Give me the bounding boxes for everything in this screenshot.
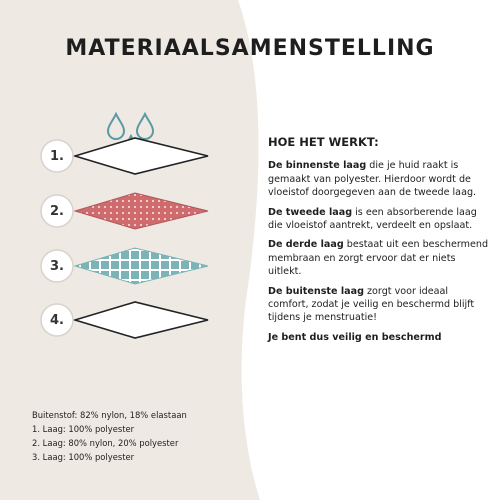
layer-description-1 <box>268 159 490 199</box>
composition-line: 3. Laag: 100% polyester <box>32 452 135 462</box>
page-title: MATERIAALSAMENSTELLING <box>65 36 435 61</box>
layer-number-1: 1. <box>50 148 64 164</box>
droplet-icon <box>108 114 124 139</box>
layer-number-2: 2. <box>50 203 64 219</box>
layer-2-shape <box>75 193 208 229</box>
layer-description-4 <box>268 285 490 325</box>
layer-description-1-text: die je huid raakt is gemaakt van polyester. Hierdoor wordt de vloeistof doorgegeven aan de tweede laag. <box>268 160 477 199</box>
droplet-icon <box>137 114 153 139</box>
layer-description-4-text: zorgt voor ideaal comfort, zodat je veilig en beschermd blijft tijdens je menstruatie! <box>268 285 475 324</box>
how-it-works-heading: HOE HET WERKT: <box>268 135 379 149</box>
layer-description-3 <box>268 238 490 278</box>
safety-statement: Je bent dus veilig en beschermd <box>268 331 442 343</box>
composition-line: 2. Laag: 80% nylon, 20% polyester <box>32 438 179 448</box>
layer-description-3-bold: De derde laag <box>268 239 344 251</box>
layer-stack-illustration <box>0 0 260 400</box>
layer-3-shape <box>75 248 208 284</box>
layer-number-3: 3. <box>50 258 64 274</box>
composition-line: 1. Laag: 100% polyester <box>32 424 135 434</box>
how-it-works-section <box>268 136 490 344</box>
layer-description-1-bold: De binnenste laag <box>268 160 367 172</box>
layer-1-shape <box>75 138 208 174</box>
layer-description-3-text: bestaat uit een beschermend membraan en zorgt ervoor dat er niets uitlekt. <box>268 239 489 278</box>
composition-line: Buitenstof: 82% nylon, 18% elastaan <box>32 410 187 420</box>
layer-4-shape <box>75 302 208 338</box>
material-composition-list <box>32 408 187 464</box>
layer-description-2-bold: De tweede laag <box>268 206 353 218</box>
layer-number-4: 4. <box>50 312 64 328</box>
layer-description-2 <box>268 206 490 233</box>
layer-description-4-bold: De buitenste laag <box>268 285 364 297</box>
layer-description-2-text: is een absorberende laag die vloeistof aantrekt, verdeelt en opslaat. <box>268 206 477 232</box>
